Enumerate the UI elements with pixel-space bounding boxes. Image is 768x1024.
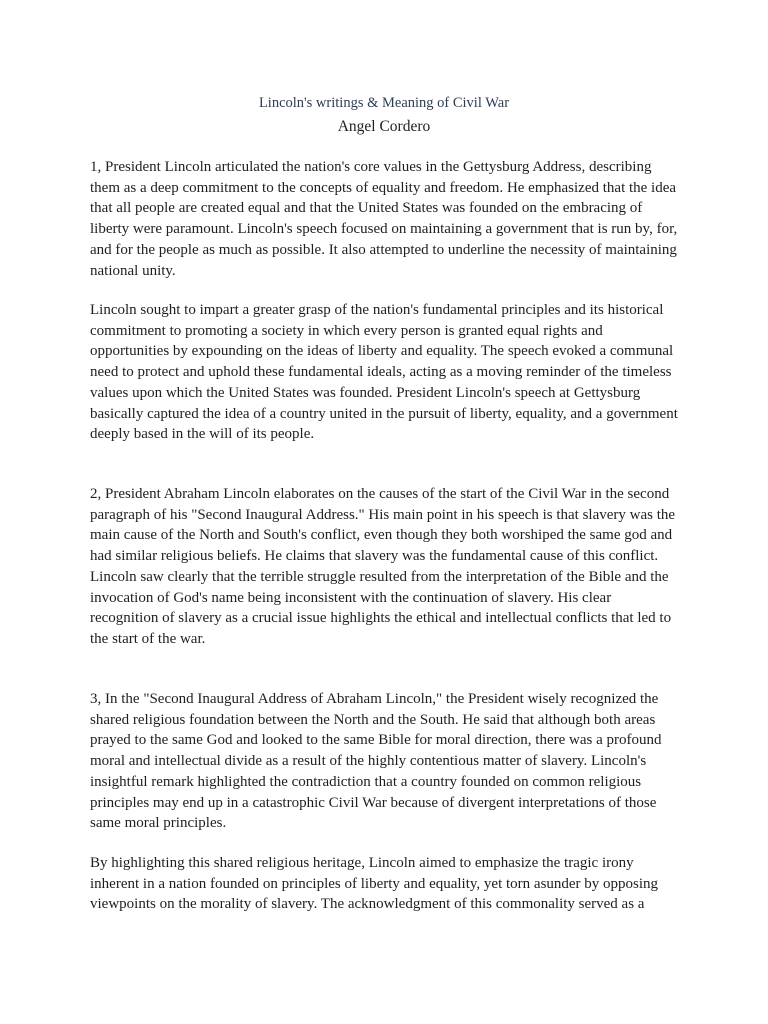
paragraph-1: 1, President Lincoln articulated the nation's core values in the Gettysburg Address, describing them as a deep commitment to the concepts of equality and freedom. He emphasized that the idea that all people are created equal and that the United States was founded on the embracing of liberty were paramount. Lincoln's speech focused on maintaining a government that is run by, for, and for the people as much as possible. It also attempted to underline the necessity of maintaining national unity. bbox=[90, 159, 678, 279]
document-author: Angel Cordero bbox=[337, 118, 431, 135]
paragraph-4: 3, In the "Second Inaugural Address of Abraham Lincoln," the President wisely recognized the shared religious foundation between the North and the South. He said that although both areas prayed to the same God and looked to the same Bible for moral direction, there was a profound moral and intellectual divide as a result of the highly contentious matter of slavery. Lincoln's insightful remark highlighted the contradiction that a country founded on common religious principles may end up in a catastrophic Civil War because of divergent interpretations of those same moral principles. bbox=[90, 691, 662, 832]
paragraph-5: By highlighting this shared religious heritage, Lincoln aimed to emphasize the tragic irony inherent in a nation founded on principles of liberty and equality, yet torn asunder by opposing viewpoints on the morality of slavery. The acknowledgment of this commonality served as a bbox=[90, 855, 659, 913]
paragraph-2: Lincoln sought to impart a greater grasp of the nation's fundamental principles and its historical commitment to promoting a society in which every person is granted equal rights and opportunities by expounding on the ideas of liberty and equality. The speech evoked a communal need to protect and uphold these fundamental ideals, acting as a moving reminder of the timeless values upon which the United States was founded. President Lincoln's speech at Gettysburg basically captured the idea of a country united in the pursuit of liberty, equality, and a government deeply based in the will of its people. bbox=[90, 302, 678, 443]
paragraph-3: 2, President Abraham Lincoln elaborates on the causes of the start of the Civil War in the second paragraph of his "Second Inaugural Address." His main point in his speech is that slavery was the main cause of the North and South's conflict, even though they both worshiped the same god and had similar religious beliefs. He claims that slavery was the fundamental cause of this conflict. Lincoln saw clearly that the terrible struggle resulted from the interpretation of the Bible and the invocation of God's name being inconsistent with the continuation of slavery. His clear recognition of slavery as a crucial issue highlights the ethical and intellectual conflicts that led to the start of the war. bbox=[90, 486, 676, 647]
document-title: Lincoln's writings & Meaning of Civil War bbox=[258, 95, 510, 111]
